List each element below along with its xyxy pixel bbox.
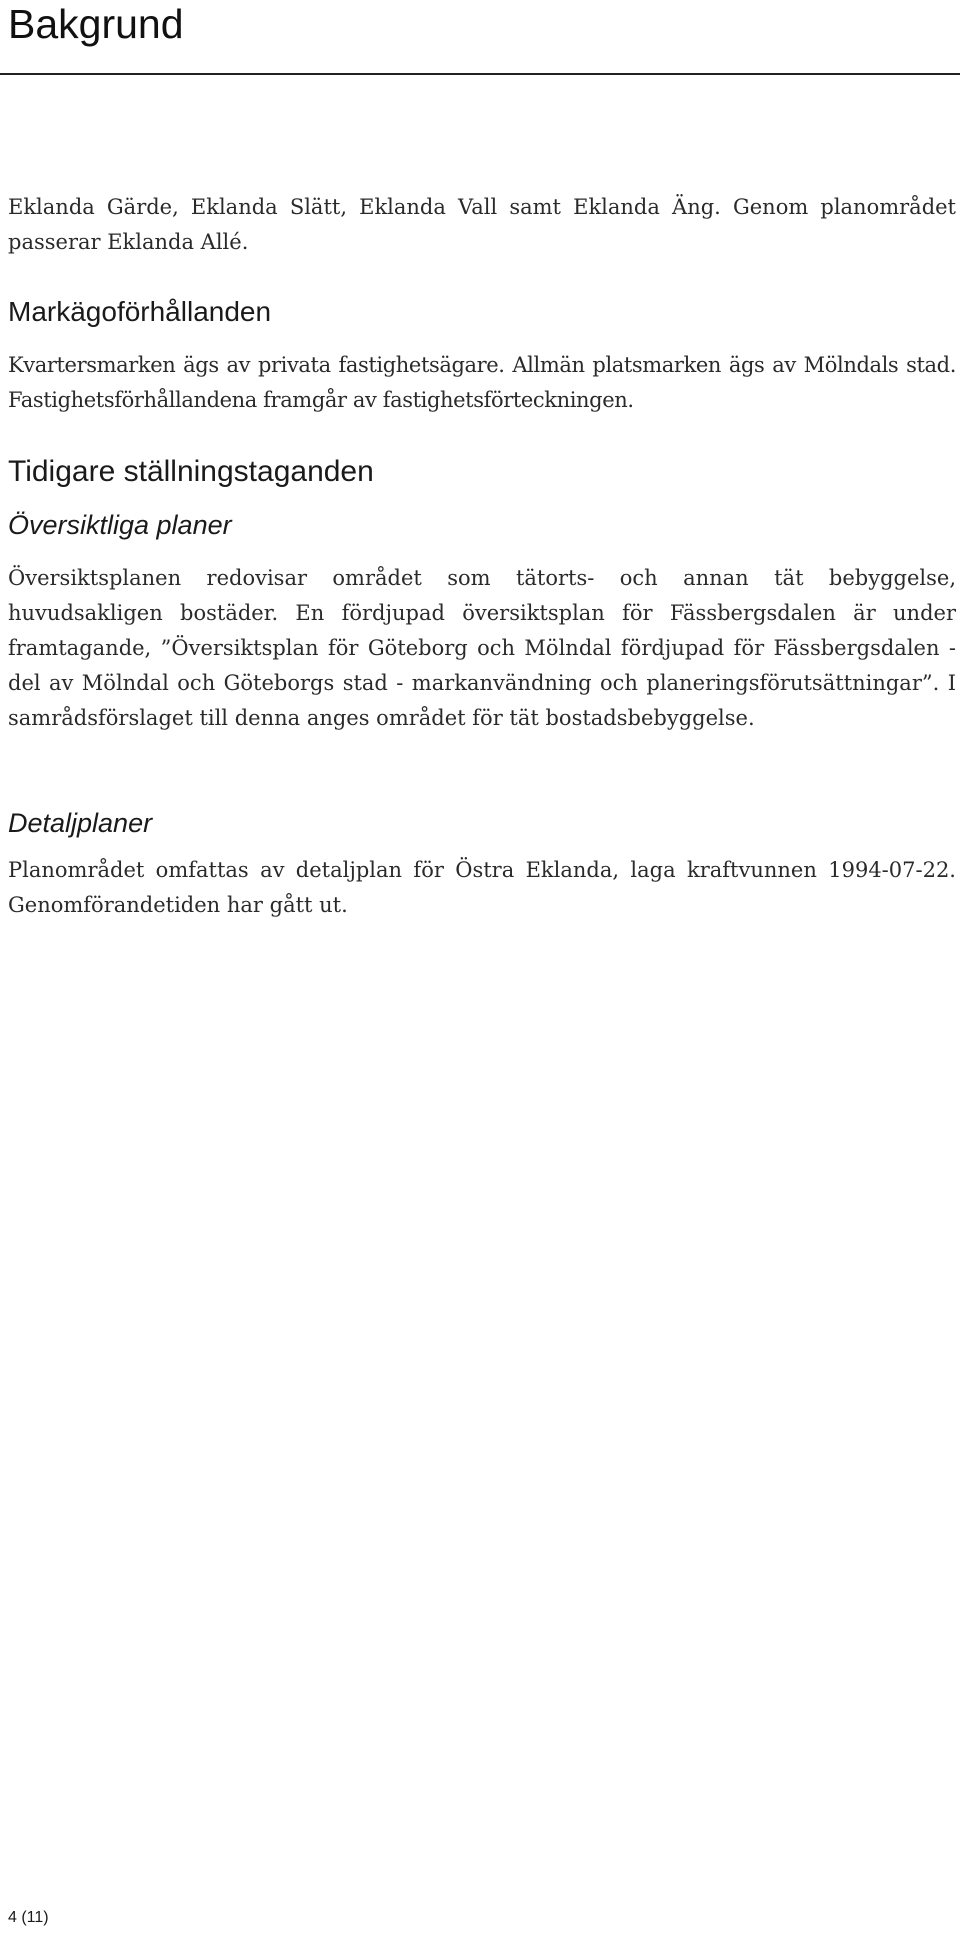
- page-title: Bakgrund: [8, 1, 184, 47]
- heading-markagoforhallanden: Markägoförhållanden: [8, 296, 272, 327]
- paragraph-oversiktliga-planer: Översiktsplanen redovisar området som tätorts- och annan tät bebyggelse, huvudsakligen bostäder. En fördjupad översiktsplan för Fässbergsdalen är under framtagande, ”Översiktsplan för Göteborg och Mölndal fördjupad för Fässbergsdalen - del av Mölndal och Göteborgs stad - markanvändning och planeringsförutsättningar”. I samrådsförslaget till denna anges området för tät bostadsbebyggelse.: [8, 566, 956, 730]
- paragraph-markagoforhallanden: Kvartersmarken ägs av privata fastighetsägare. Allmän platsmarken ägs av Mölndals stad. Fastighetsförhållandena framgår av fastighetsförteckningen.: [8, 353, 956, 412]
- heading-tidigare-stallningstaganden: Tidigare ställningstaganden: [8, 455, 374, 488]
- title-divider: [0, 73, 960, 75]
- heading-detaljplaner: Detaljplaner: [8, 808, 153, 838]
- intro-paragraph: Eklanda Gärde, Eklanda Slätt, Eklanda Vall samt Eklanda Äng. Genom planområdet passerar Eklanda Allé.: [8, 195, 956, 254]
- paragraph-detaljplaner: Planområdet omfattas av detaljplan för Östra Eklanda, laga kraftvunnen 1994-07-22. Genomförandetiden har gått ut.: [8, 858, 956, 917]
- page-number: 4 (11): [8, 1909, 49, 1926]
- heading-oversiktliga-planer: Översiktliga planer: [8, 510, 232, 540]
